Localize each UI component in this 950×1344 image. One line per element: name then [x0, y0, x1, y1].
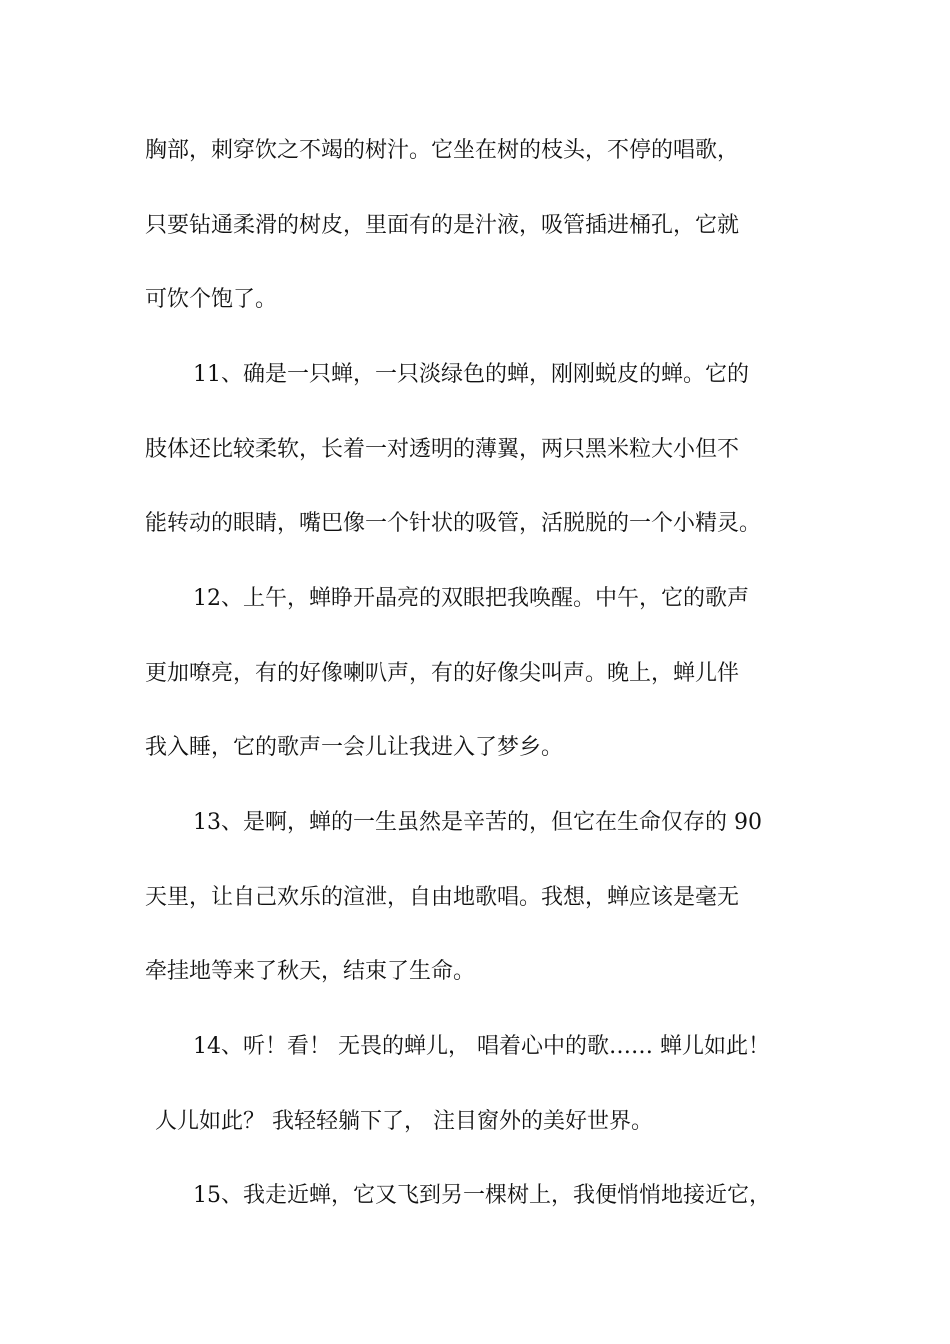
paragraph-15-start: 15、我走近蝉，它又飞到另一棵树上，我便悄悄地接近它， — [193, 1183, 771, 1208]
text-line: 牵挂地等来了秋天，结束了生命。 — [145, 959, 476, 984]
text-line: 可饮个饱了。 — [145, 287, 278, 312]
text-line: 天里，让自己欢乐的渲泄，自由地歌唱。我想，蝉应该是毫无 — [145, 885, 740, 910]
text-line: 只要钻通柔滑的树皮，里面有的是汁液，吸管插进桶孔，它就 — [145, 213, 740, 238]
text-line: 人儿如此？ 我轻轻躺下了， 注目窗外的美好世界。 — [155, 1109, 653, 1134]
text-line: 能转动的眼睛，嘴巴像一个针状的吸管，活脱脱的一个小精灵。 — [145, 511, 762, 536]
text-line: 肢体还比较柔软，长着一对透明的薄翼，两只黑米粒大小但不 — [145, 437, 740, 462]
paragraph-11-start: 11、确是一只蝉，一只淡绿色的蝉，刚刚蜕皮的蝉。它的 — [193, 362, 749, 387]
text-line: 更加嘹亮，有的好像喇叭声，有的好像尖叫声。晚上，蝉儿伴 — [145, 661, 740, 686]
text-line: 我入睡，它的歌声一会儿让我进入了梦乡。 — [145, 735, 564, 760]
paragraph-12-start: 12、上午，蝉睁开晶亮的双眼把我唤醒。中午，它的歌声 — [193, 586, 749, 611]
paragraph-13-start: 13、是啊，蝉的一生虽然是辛苦的，但它在生命仅存的 90 — [193, 810, 762, 835]
paragraph-14-start: 14、听！看！ 无畏的蝉儿， 唱着心中的歌…… 蝉儿如此！ — [193, 1034, 770, 1059]
text-line: 胸部，刺穿饮之不竭的树汁。它坐在树的枝头，不停的唱歌， — [145, 138, 740, 163]
